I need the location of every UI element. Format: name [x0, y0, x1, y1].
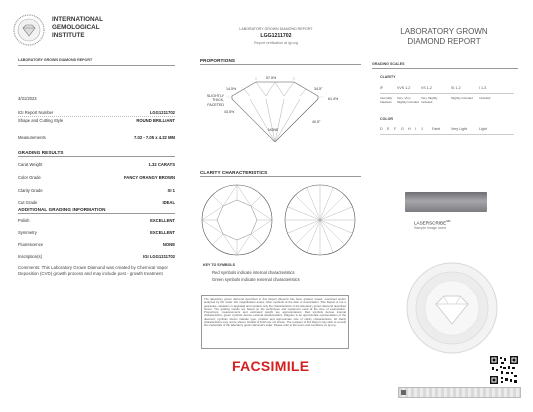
clarity-grade-vvs: VVS 1-2	[397, 86, 411, 90]
pavilion-angle: 40.5°	[312, 120, 321, 124]
verify-note: Report verification at igi.org	[254, 41, 298, 45]
right-title-line2: DIAMOND REPORT	[407, 37, 481, 46]
color-desc-very-light: Very Light	[451, 127, 467, 131]
crown-angle: 34.5°	[314, 87, 323, 91]
grading-cut: Cut Grade IDEAL	[18, 200, 175, 205]
clarity-grade-si: SI 1-2	[451, 86, 461, 90]
additional-inscription: Inscription(s) IGI LGG1211702	[18, 254, 175, 259]
clarity-desc-vs: Very Slightly Included	[421, 96, 438, 104]
pavilion-view-diagram	[283, 183, 357, 257]
field-report-number: IGI Report Number LGG1211702	[18, 110, 175, 115]
color-grade-j: J	[421, 127, 423, 131]
grading-color: Color Grade FANCY ORANGY BROWN	[18, 175, 175, 180]
report-date: 3/31/2023	[18, 96, 37, 101]
disclaimer-box	[201, 295, 349, 349]
additional-symmetry: Symmetry EXCELLENT	[18, 230, 175, 235]
depth-percent: 61.4%	[328, 97, 339, 101]
additional-fluorescence: Fluorescence NONE	[18, 242, 175, 247]
clarity-grade-i: I 1-3	[479, 86, 487, 90]
laserscribe-label: LASERSCRIBE℠	[414, 219, 451, 226]
additional-polish: Polish EXCELLENT	[18, 218, 175, 223]
laserscribe-sample-image	[405, 192, 487, 212]
security-strip-lock-icon	[401, 390, 406, 395]
security-strip	[398, 387, 521, 398]
proportions-diagram	[226, 76, 324, 146]
key-red-text: Red symbols indicate internal characteristics	[212, 270, 295, 275]
color-grade-f: F	[394, 127, 397, 131]
clarity-grade-if: IF	[380, 86, 384, 90]
org-name-block	[52, 16, 103, 40]
org-name-line2: GEMOLOGICAL	[52, 24, 100, 31]
clarity-scale-label: CLARITY	[380, 75, 396, 79]
grading-scales-title: GRADING SCALES	[372, 62, 405, 66]
grading-results-title: GRADING RESULTS	[18, 150, 64, 155]
additional-info-title: ADDITIONAL GRADING INFORMATION	[18, 207, 106, 212]
field-shape: Shape and Cutting Style ROUND BRILLIANT	[18, 118, 175, 123]
facsimile-stamp: FACSIMILE	[232, 358, 310, 374]
igi-watermark-seal-icon	[406, 262, 498, 354]
color-grade-e: E	[387, 127, 390, 131]
color-scale-label: COLOR	[380, 117, 393, 121]
grading-carat: Carat Weight 1.32 CARATS	[18, 162, 175, 167]
key-green-text: Green symbols indicate external characteristics	[212, 277, 300, 282]
center-report-number: LGG1211702	[260, 33, 292, 39]
proportions-title: PROPORTIONS	[200, 58, 236, 63]
clarity-desc-vvs: Very, Very Slightly Included	[397, 96, 419, 104]
color-grade-g: G	[401, 127, 404, 131]
right-title-line1: LABORATORY GROWN	[400, 27, 488, 36]
center-report-type: LABORATORY GROWN DIAMOND REPORT	[239, 27, 313, 31]
pavilion-depth: 43.5%	[224, 110, 235, 114]
org-name-line1: INTERNATIONAL	[52, 16, 103, 23]
org-name-line3: INSTITUTE	[52, 32, 85, 39]
field-measurements: Measurements 7.02 - 7.05 x 4.32 MM	[18, 135, 175, 140]
clarity-desc-if: Internally Flawless	[380, 96, 393, 104]
left-report-type: LABORATORY GROWN DIAMOND REPORT	[18, 58, 93, 62]
disclaimer-text: The laboratory grown diamond described in this Report (Report) has been graded, tested, examined and/or analyzed by IGI under 10x magnification and/or other methods at the date of examination. This Report is not a guarantee, valuation or appraisal and contains only the characteristics of the laboratory grown diamond described herein. The grading results are based on the techniques and equipment used at the time of examination. Proportions, measurements and estimated weight are approximations. Red symbols denote internal characteristics, green symbols denote external characteristics. Diagram is an approximate representation of the diamond; symbols shown indicate type, position and approximate size of clarity characteristics. All clarity characteristics may not be shown. Details of finish are not shown. The recipient of this Report may wish to consult the credentials of the laboratory grown diamond's seller. Please refer to the terms and conditions on igi.org.	[204, 297, 346, 328]
color-grade-h: H	[408, 127, 411, 131]
key-to-symbols-title: KEY TO SYMBOLS	[203, 263, 236, 267]
comments-text: Comments: This Laboratory Grown Diamond was created by Chemical Vapor Deposition (CVD) growth process and may include post - growth treatment	[18, 265, 168, 276]
color-grade-d: D	[380, 127, 383, 131]
clarity-grade-vs: VS 1-2	[421, 86, 432, 90]
qr-code-icon	[489, 355, 519, 385]
crown-view-diagram	[200, 183, 274, 257]
culet-value: NONE	[268, 128, 279, 132]
clarity-desc-si: Slightly Included	[451, 96, 473, 100]
color-desc-light: Light	[479, 127, 487, 131]
clarity-characteristics-title: CLARITY CHARACTERISTICS	[200, 170, 268, 175]
sample-image-note: Sample image used	[414, 226, 446, 230]
girdle-description: SLIGHTLY THICK, FACETED	[206, 94, 224, 107]
table-percent: 57.5%	[266, 76, 277, 80]
crown-height: 14.5%	[226, 87, 237, 91]
grading-clarity: Clarity Grade SI 1	[18, 188, 175, 193]
color-grade-i: I	[415, 127, 416, 131]
igi-seal-icon	[13, 14, 45, 46]
right-title	[370, 27, 518, 47]
color-desc-faint: Faint	[432, 127, 440, 131]
clarity-desc-i: Included	[479, 96, 491, 100]
